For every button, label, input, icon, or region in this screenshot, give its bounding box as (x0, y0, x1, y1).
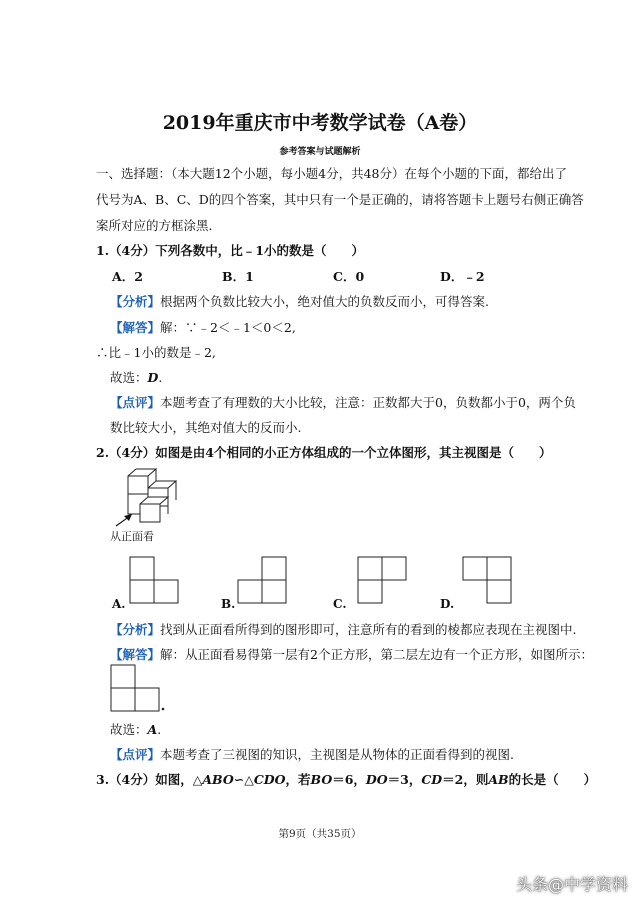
cube-right-top (148, 481, 176, 488)
q2-answer-figure (110, 664, 170, 714)
q1-option-c: C．0 (333, 269, 365, 284)
comment-tag: 【点评】 (110, 395, 161, 410)
q3-do-val: ＝3， (387, 772, 422, 787)
choice-suffix: . (157, 722, 162, 737)
q1-answer (110, 320, 296, 336)
q2-comment (110, 747, 514, 763)
q3-stem (96, 772, 596, 788)
q3-bo-val: ＝6， (332, 772, 366, 787)
section-heading-line1: 一、选择题：（本大题12个小题，每小题4分，共48分）在每个小题的下面，都给出了 (96, 166, 568, 181)
q3-bo: BO (310, 772, 333, 787)
figure-option-d (463, 557, 511, 603)
answer-tag: 【解答】 (110, 647, 161, 662)
figure-option-c (358, 557, 406, 603)
cube-figure (110, 468, 190, 528)
q1-analysis-text: 根据两个负数比较大小，绝对值大的负数反而小，可得答案. (160, 294, 489, 309)
period-dot (162, 708, 165, 711)
choice-letter: A (147, 722, 158, 737)
choice-prefix: 故选： (110, 370, 148, 385)
answer-tag: 【解答】 (110, 320, 161, 335)
q1-comment (110, 395, 576, 411)
q1-comment-line2: 数比较大小，其绝对值大的反而小. (110, 420, 302, 435)
q2-comment-text: 本题考查了三视图的知识，主视图是从物体的正面看得到的视图. (160, 747, 514, 762)
cube-upper-front (128, 476, 148, 494)
q2-option-d-label: D. (440, 597, 455, 611)
q3-ab: AB (488, 772, 509, 787)
analysis-tag: 【分析】 (110, 294, 161, 309)
q1-answer-line1: 解：∵﹣2＜﹣1＜0＜2, (160, 320, 296, 335)
figure-caption: 从正面看 (110, 530, 154, 543)
cube-front-front (140, 504, 160, 522)
watermark: 头条@中学资料 (515, 875, 628, 894)
q3-mid: ，若 (285, 772, 311, 787)
q1-answer-line2: ∴比﹣1小的数是﹣2, (96, 345, 216, 360)
q1-option-b: B．1 (222, 269, 254, 284)
cube-top-face (128, 469, 156, 476)
q1-analysis (110, 294, 489, 310)
q1-option-d: D．﹣2 (440, 269, 485, 284)
choice-prefix: 故选： (110, 722, 148, 737)
section-heading-line3: 案所对应的方框涂黑. (96, 218, 213, 233)
page-subtitle: 参考答案与试题解析 (279, 147, 361, 157)
comment-tag: 【点评】 (110, 747, 161, 762)
q3-cd: CD (421, 772, 443, 787)
q2-analysis (110, 622, 577, 638)
figure-option-b (238, 557, 286, 603)
q3-suffix: 的长是（ ） (508, 772, 597, 787)
q1-option-a: A．2 (112, 269, 143, 284)
q1-comment-line1: 本题考查了有理数的大小比较，注意：正数都大于0，负数都小于0，两个负 (160, 395, 576, 410)
q2-stem: 2.（4分）如图是由4个相同的小正方体组成的一个立体图形，其主视图是（ ） (96, 445, 552, 460)
page-footer: 第9页（共35页） (278, 828, 362, 840)
q1-choice (110, 370, 162, 386)
q3-similar: △ABO∽△CDO (192, 772, 286, 787)
q3-do: DO (365, 772, 388, 787)
q2-answer (110, 647, 593, 663)
q2-option-c-label: C. (333, 597, 347, 611)
choice-letter: D (147, 370, 159, 385)
q1-stem: 1.（4分）下列各数中，比﹣1小的数是（ ） (96, 243, 364, 258)
q2-choice (110, 722, 161, 738)
figure-option-a (130, 557, 178, 603)
page-title: 2019年重庆市中考数学试卷（A卷） (162, 112, 478, 134)
q2-answer-text: 解：从正面看易得第一层有2个正方形，第二层左边有一个正方形，如图所示： (160, 647, 593, 662)
q3-cd-val: ＝2，则 (442, 772, 489, 787)
q2-analysis-text: 找到从正面看所得到的图形即可，注意所有的看到的棱都应表现在主视图中. (160, 622, 577, 637)
analysis-tag: 【分析】 (110, 622, 161, 637)
q2-option-a-label: A. (112, 597, 126, 611)
choice-suffix: . (158, 370, 163, 385)
q2-option-b-label: B. (221, 597, 236, 611)
section-heading-line2: 代号为A、B、C、D的四个答案，其中只有一个是正确的，请将答题卡上题号右侧正确答 (96, 192, 584, 207)
q3-prefix: 3.（4分）如图， (96, 772, 193, 787)
